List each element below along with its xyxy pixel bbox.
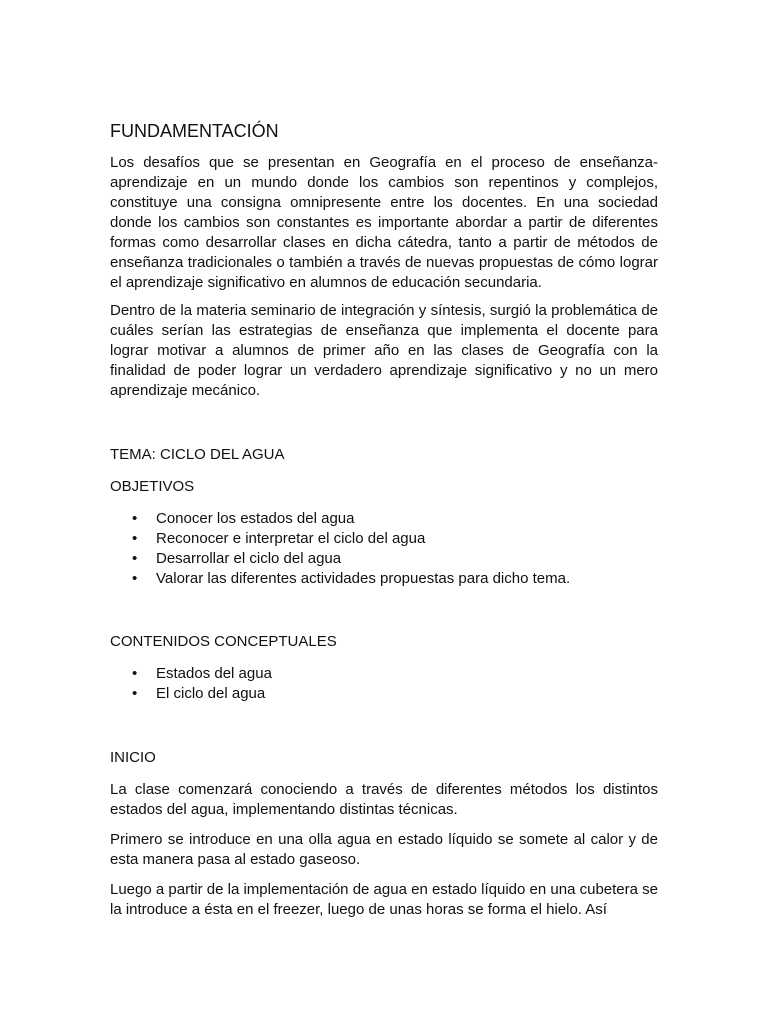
inicio-heading: INICIO [110, 749, 156, 766]
list-item [110, 549, 658, 569]
inicio-paragraph-1: La clase comenzará conociendo a través de diferentes métodos los distintos estados del agua, implementando distintas técnicas. [110, 781, 658, 818]
list-item [110, 569, 658, 589]
list-item-text: Valorar las diferentes actividades propuestas para dicho tema. [156, 570, 571, 587]
list-item-text: Estados del agua [156, 665, 272, 682]
document-title: FUNDAMENTACIÓN [110, 121, 279, 141]
list-item [110, 684, 658, 704]
bullet-icon: • [132, 665, 138, 682]
inicio-paragraph-3: Luego a partir de la implementación de agua en estado líquido en una cubetera se la introduce a ésta en el freezer, luego de unas horas se forma el hielo. Así [110, 881, 658, 918]
inicio-paragraph-2: Primero se introduce en una olla agua en estado líquido se somete al calor y de esta manera pasa al estado gaseoso. [110, 831, 658, 868]
list-item [110, 529, 658, 549]
list-item-text: El ciclo del agua [156, 685, 266, 702]
list-item [110, 664, 658, 684]
list-item-text: Desarrollar el ciclo del agua [156, 550, 342, 567]
list-item-text: Conocer los estados del agua [156, 510, 355, 527]
intro-paragraph-1: Los desafíos que se presentan en Geografía en el proceso de enseñanza-aprendizaje en un mundo donde los cambios son repentinos y complejos, constituye una consigna omnipresente entre los docentes. En una sociedad donde los cambios son constantes es importante abordar a partir de diferentes formas como desarrollar clases en dicha cátedra, tanto a partir de métodos de enseñanza tradicionales o también a través de nuevas propuestas de cómo lograr el aprendizaje significativo en alumnos de educación secundaria. [110, 154, 658, 291]
list-item [110, 509, 658, 529]
objetivos-heading: OBJETIVOS [110, 478, 195, 495]
bullet-icon: • [132, 570, 138, 587]
contenidos-list [110, 664, 658, 704]
contenidos-heading: CONTENIDOS CONCEPTUALES [110, 633, 337, 650]
bullet-icon: • [132, 550, 138, 567]
list-item-text: Reconocer e interpretar el ciclo del agua [156, 530, 426, 547]
bullet-icon: • [132, 530, 138, 547]
bullet-icon: • [132, 685, 138, 702]
bullet-icon: • [132, 510, 138, 527]
intro-paragraph-2: Dentro de la materia seminario de integración y síntesis, surgió la problemática de cuáles serían las estrategias de enseñanza que implementa el docente para lograr motivar a alumnos de primer año en las clases de Geografía con la finalidad de poder lograr un verdadero aprendizaje significativo y no un mero aprendizaje mecánico. [110, 302, 658, 399]
objetivos-list [110, 509, 658, 589]
tema-heading: TEMA: CICLO DEL AGUA [110, 446, 285, 463]
